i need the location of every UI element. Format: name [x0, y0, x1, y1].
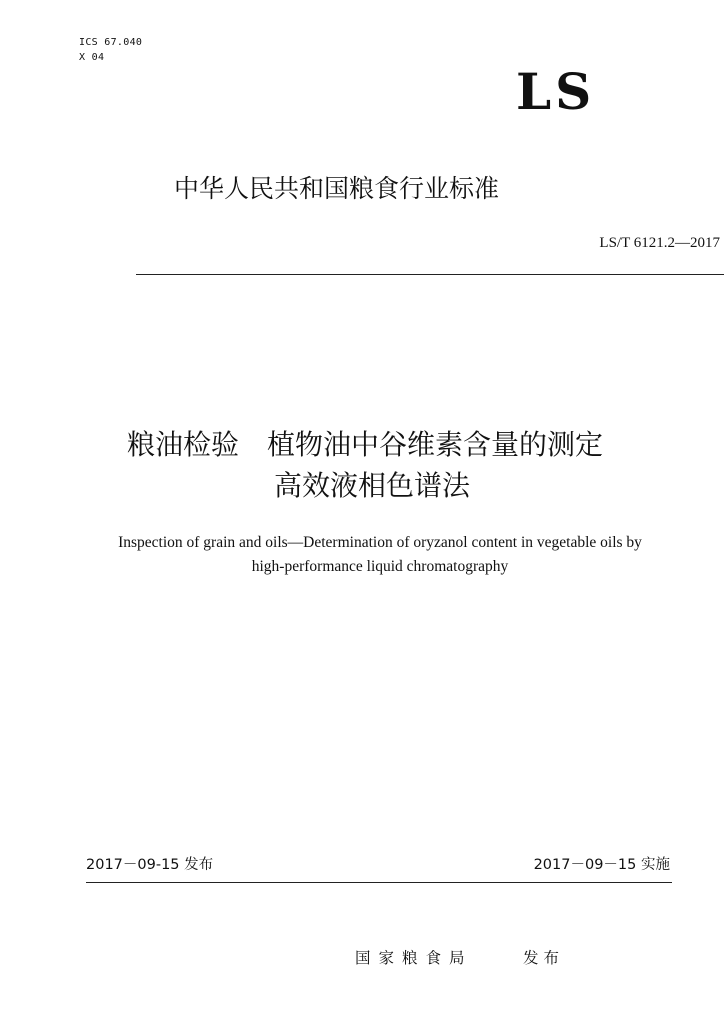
bottom-divider	[86, 882, 672, 883]
standard-category-title: 中华人民共和国粮食行业标准	[174, 174, 500, 203]
ccs-code: X 04	[79, 52, 105, 63]
chinese-title-line-2: 高效液相色谱法	[273, 469, 470, 502]
english-title-line-1: Inspection of grain and oils—Determination of oryzanol content in vegetable oils by	[118, 534, 642, 551]
classification-codes	[79, 35, 142, 65]
english-title-line-2: high-performance liquid chromatography	[251, 558, 509, 575]
ics-code: ICS 67.040	[79, 37, 143, 48]
chinese-title-line-1: 粮油检验 植物油中谷维素含量的测定	[126, 428, 603, 461]
issued-label: 发布	[523, 949, 565, 967]
english-title	[80, 531, 680, 579]
standard-number: LS/T 6121.2—2017	[599, 235, 720, 251]
implementation-date: 2017－09－15 实施	[533, 857, 670, 873]
top-divider	[136, 274, 724, 275]
ls-logo: LS	[516, 62, 596, 121]
issue-date: 2017－09-15 发布	[86, 857, 214, 873]
issuing-authority: 国家粮食局	[355, 949, 473, 967]
